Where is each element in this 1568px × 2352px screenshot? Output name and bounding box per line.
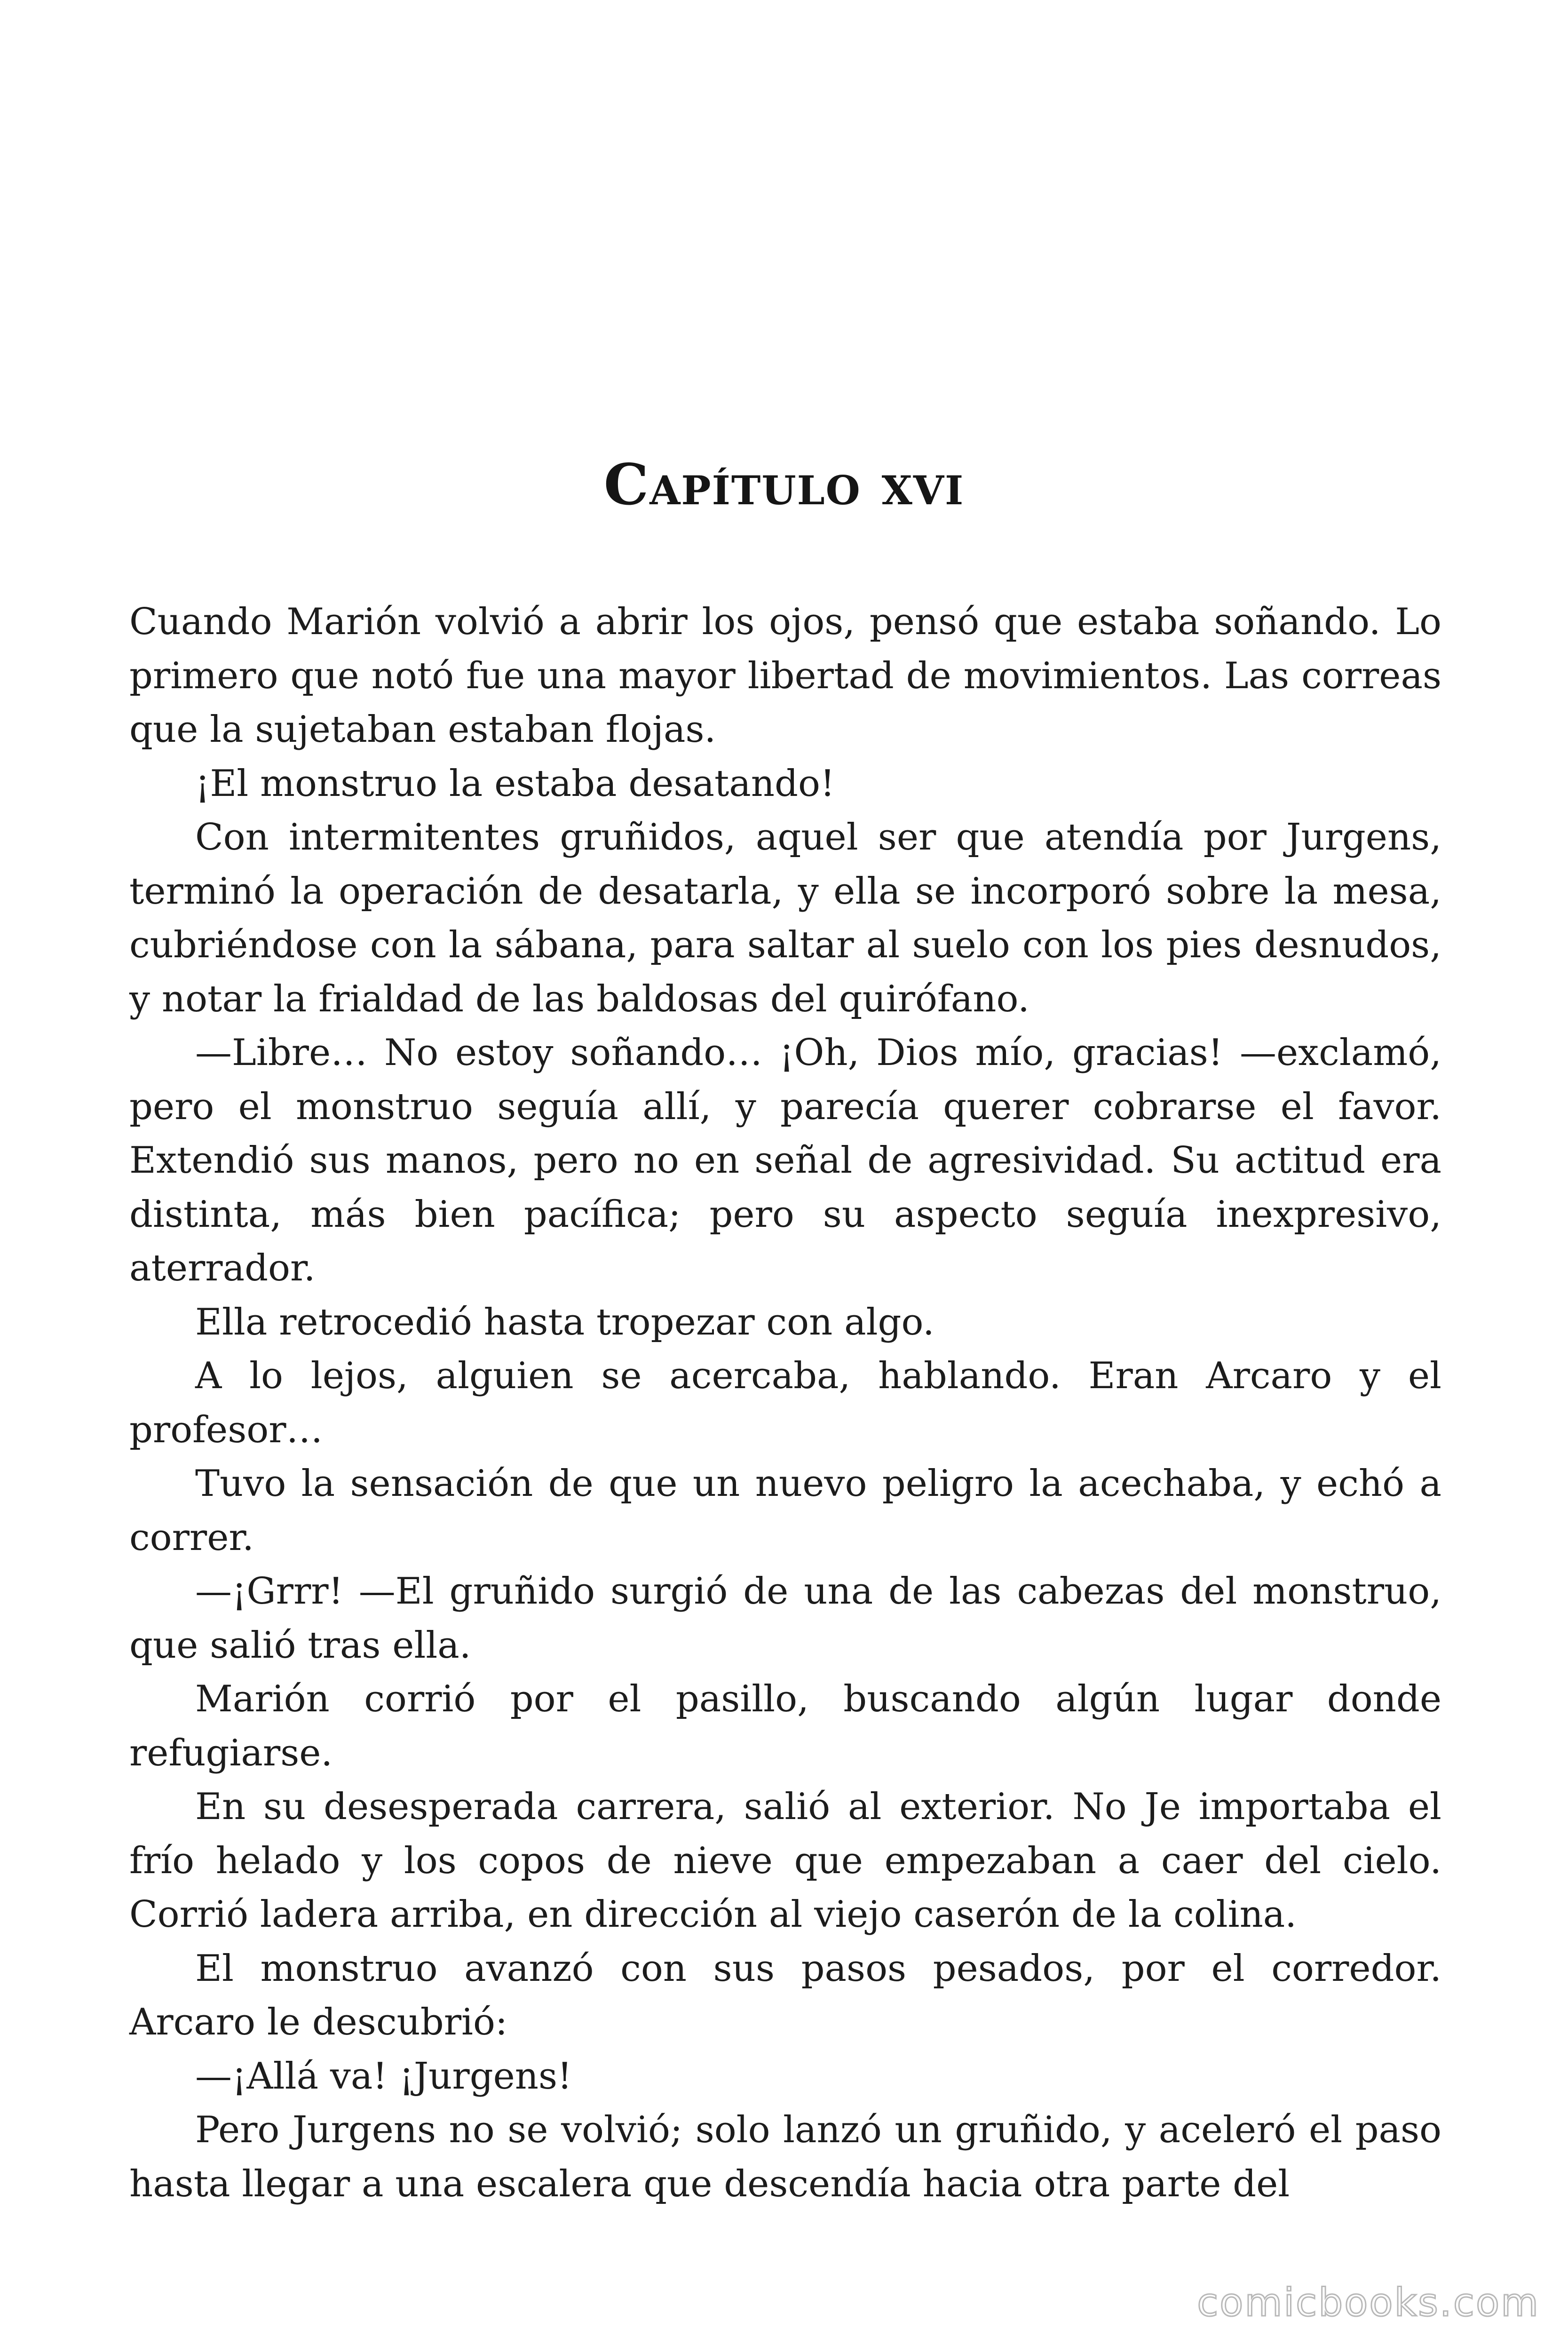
paragraph: Tuvo la sensación de que un nuevo peligro la acechaba, y echó a correr. [129,1462,1441,1559]
paragraph: Cuando Marión volvió a abrir los ojos, pensó que estaba soñando. Lo primero que notó fue una mayor libertad de movimientos. Las correas que la sujetaban estaban flojas. [129,601,1441,751]
paragraph: ¡El monstruo la estaba desatando! [195,762,835,805]
paragraph: —¡Grrr! —El gruñido surgió de una de las cabezas del monstruo, que salió tras ella. [129,1570,1441,1667]
paragraph: Pero Jurgens no se volvió; solo lanzó un gruñido, y aceleró el paso hasta llegar a una escalera que descendía hacia otra parte del [129,2109,1441,2205]
paragraph: Ella retrocedió hasta tropezar con algo. [195,1301,934,1343]
paragraph: —Libre… No estoy soñando… ¡Oh, Dios mío, gracias! —exclamó, pero el monstruo seguía allí, y parecía querer cobrarse el favor. Extendió sus manos, pero no en señal de agresividad. Su actitud era distinta, más bien pacífica; pero su aspecto seguía inexpresivo, aterrador. [129,1032,1441,1289]
chapter-title: Capítulo xvi [603,452,965,518]
chapter-body [129,595,1441,2211]
paragraph: El monstruo avanzó con sus pasos pesados, por el corredor. Arcaro le descubrió: [129,1947,1441,2043]
watermark: comicbooks.com [1197,2280,1540,2325]
paragraph: —¡Allá va! ¡Jurgens! [195,2055,572,2098]
paragraph: A lo lejos, alguien se acercaba, hablando. Eran Arcaro y el profesor… [129,1355,1441,1451]
paragraph: Con intermitentes gruñidos, aquel ser que atendía por Jurgens, terminó la operación de desatarla, y ella se incorporó sobre la mesa, cubriéndose con la sábana, para saltar al suelo con los pies desnudos, y notar la frialdad de las baldosas del quirófano. [129,816,1441,1020]
paragraph: En su desesperada carrera, salió al exterior. No Je importaba el frío helado y los copos de nieve que empezaban a caer del cielo. Corrió ladera arriba, en dirección al viejo caserón de la colina. [129,1786,1441,1936]
paragraph: Marión corrió por el pasillo, buscando algún lugar donde refugiarse. [129,1678,1441,1774]
